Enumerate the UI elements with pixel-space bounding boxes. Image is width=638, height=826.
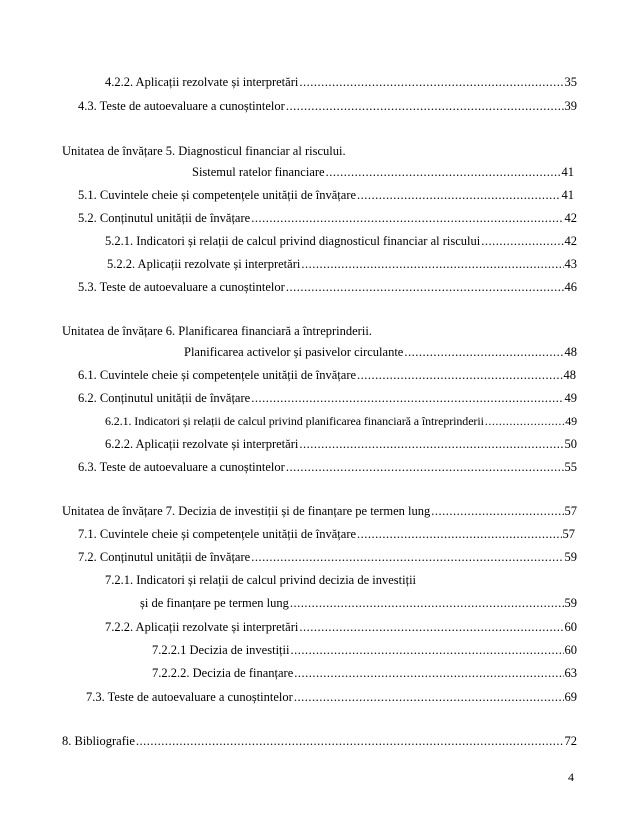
page-number: 4: [568, 770, 574, 784]
toc-entry-page: 41: [561, 188, 574, 202]
toc-entry-page: 35: [564, 75, 577, 89]
toc-entry-7-2-1-line1[interactable]: 7.2.1. Indicatori și relații de calcul privind decizia de investiții: [105, 573, 417, 587]
leader-dots: [485, 413, 564, 429]
leader-dots: [357, 526, 561, 542]
toc-entry-unit-7[interactable]: [62, 503, 577, 519]
toc-entry-page: 59: [564, 596, 577, 610]
toc-entry-page: 39: [564, 99, 577, 113]
leader-dots: [251, 549, 563, 565]
toc-entry-text: 5.1. Cuvintele cheie și competențele unității de învățare: [78, 188, 357, 202]
toc-entry-page: 43: [564, 257, 577, 271]
leader-dots: [286, 98, 564, 114]
toc-entry-text: 7.1. Cuvintele cheie și competențele unității de învățare: [78, 527, 357, 541]
unit-6-title: Unitatea de învățare 6. Planificarea financiară a întreprinderii.: [62, 324, 372, 338]
toc-entry-page: 57: [562, 527, 575, 541]
toc-entry-page: 59: [564, 550, 577, 564]
toc-entry-text: 7.2. Conținutul unității de învățare: [78, 550, 251, 564]
toc-entry-page: 60: [564, 620, 577, 634]
toc-entry-7-1[interactable]: [78, 526, 575, 542]
toc-entry-text: 6.3. Teste de autoevaluare a cunoștintelor: [78, 460, 285, 474]
toc-entry-text: 5.2. Conținutul unității de învățare: [78, 211, 251, 225]
toc-entry-6-3[interactable]: [78, 459, 577, 475]
toc-entry-text: 6.1. Cuvintele cheie și competențele unității de învățare: [78, 368, 357, 382]
toc-entry-text: 8. Bibliografie: [62, 734, 135, 748]
leader-dots: [294, 665, 563, 681]
toc-entry-page: 72: [564, 734, 577, 748]
toc-entry-5-2[interactable]: [78, 210, 577, 226]
toc-entry-page: 48: [564, 345, 577, 359]
leader-dots: [404, 344, 563, 360]
toc-entry-4-2-2[interactable]: [105, 74, 577, 90]
toc-entry-bibliografie[interactable]: [62, 733, 577, 749]
toc-entry-6-1[interactable]: [78, 367, 576, 383]
toc-entry-page: 60: [564, 643, 577, 657]
leader-dots: [299, 74, 563, 90]
toc-entry-7-2[interactable]: [78, 549, 577, 565]
toc-entry-7-3[interactable]: [86, 689, 577, 705]
leader-dots: [286, 279, 564, 295]
toc-entry-page: 41: [561, 165, 574, 179]
toc-entry-text: 5.3. Teste de autoevaluare a cunoștintelor: [78, 280, 285, 294]
toc-entry-unit-5-subtitle[interactable]: [192, 164, 574, 180]
unit-5-title: Unitatea de învățare 5. Diagnosticul financiar al riscului.: [62, 144, 346, 158]
toc-entry-page: 42: [564, 211, 577, 225]
toc-entry-4-3[interactable]: [78, 98, 577, 114]
toc-entry-text: Unitatea de învățare 7. Decizia de investiții și de finanțare pe termen lung: [62, 504, 431, 518]
toc-entry-text: 7.2.2.2. Decizia de finanțare: [152, 666, 294, 680]
toc-entry-7-2-1-line2[interactable]: [140, 595, 577, 611]
toc-entry-7-2-2[interactable]: [105, 619, 577, 635]
toc-entry-text: 6.2.2. Aplicații rezolvate și interpretări: [105, 437, 299, 451]
toc-entry-7-2-2-1[interactable]: [152, 642, 577, 658]
toc-entry-unit-6-subtitle[interactable]: [184, 344, 577, 360]
toc-entry-7-2-2-2[interactable]: [152, 665, 577, 681]
leader-dots: [431, 503, 563, 519]
toc-entry-text: Sistemul ratelor financiare: [192, 165, 325, 179]
toc-entry-page: 42: [564, 234, 577, 248]
leader-dots: [326, 164, 561, 180]
toc-entry-6-2-2[interactable]: [105, 436, 577, 452]
leader-dots: [301, 256, 563, 272]
toc-entry-5-2-1[interactable]: [105, 233, 577, 249]
leader-dots: [357, 367, 562, 383]
leader-dots: [290, 642, 563, 658]
leader-dots: [357, 187, 560, 203]
leader-dots: [286, 459, 564, 475]
leader-dots: [136, 733, 564, 749]
leader-dots: [481, 233, 563, 249]
leader-dots: [294, 689, 564, 705]
leader-dots: [251, 390, 563, 406]
toc-entry-page: 57: [564, 504, 577, 518]
leader-dots: [299, 619, 563, 635]
toc-entry-text: 7.2.2.1 Decizia de investiții: [152, 643, 290, 657]
toc-entry-text: 6.2. Conținutul unității de învățare: [78, 391, 251, 405]
toc-entry-6-2[interactable]: [78, 390, 577, 406]
toc-entry-5-1[interactable]: [78, 187, 574, 203]
toc-entry-text: 5.2.2. Aplicații rezolvate și interpretări: [107, 257, 301, 271]
toc-entry-page: 55: [564, 460, 577, 474]
toc-entry-page: 69: [564, 690, 577, 704]
toc-entry-text: Planificarea activelor și pasivelor circulante: [184, 345, 404, 359]
toc-entry-text: 5.2.1. Indicatori și relații de calcul privind diagnosticul financiar al riscului: [105, 234, 481, 248]
toc-entry-text: 6.2.1. Indicatori și relații de calcul privind planificarea financiară a întreprinderii: [105, 414, 484, 428]
toc-entry-page: 63: [564, 666, 577, 680]
toc-entry-text: 4.2.2. Aplicații rezolvate și interpretări: [105, 75, 299, 89]
toc-entry-text: 7.3. Teste de autoevaluare a cunoștintelor: [86, 690, 293, 704]
toc-entry-6-2-1[interactable]: [105, 413, 577, 429]
toc-entry-page: 48: [563, 368, 576, 382]
toc-entry-text: și de finanțare pe termen lung: [140, 596, 289, 610]
leader-dots: [299, 436, 563, 452]
toc-entry-text: 7.2.2. Aplicații rezolvate și interpretări: [105, 620, 299, 634]
toc-entry-text: 4.3. Teste de autoevaluare a cunoștintelor: [78, 99, 285, 113]
toc-entry-5-3[interactable]: [78, 279, 577, 295]
leader-dots: [290, 595, 564, 611]
toc-entry-page: 46: [564, 280, 577, 294]
toc-entry-page: 49: [564, 391, 577, 405]
toc-entry-5-2-2[interactable]: [107, 256, 577, 272]
toc-entry-page: 50: [564, 437, 577, 451]
toc-entry-page: 49: [565, 414, 577, 428]
leader-dots: [251, 210, 563, 226]
